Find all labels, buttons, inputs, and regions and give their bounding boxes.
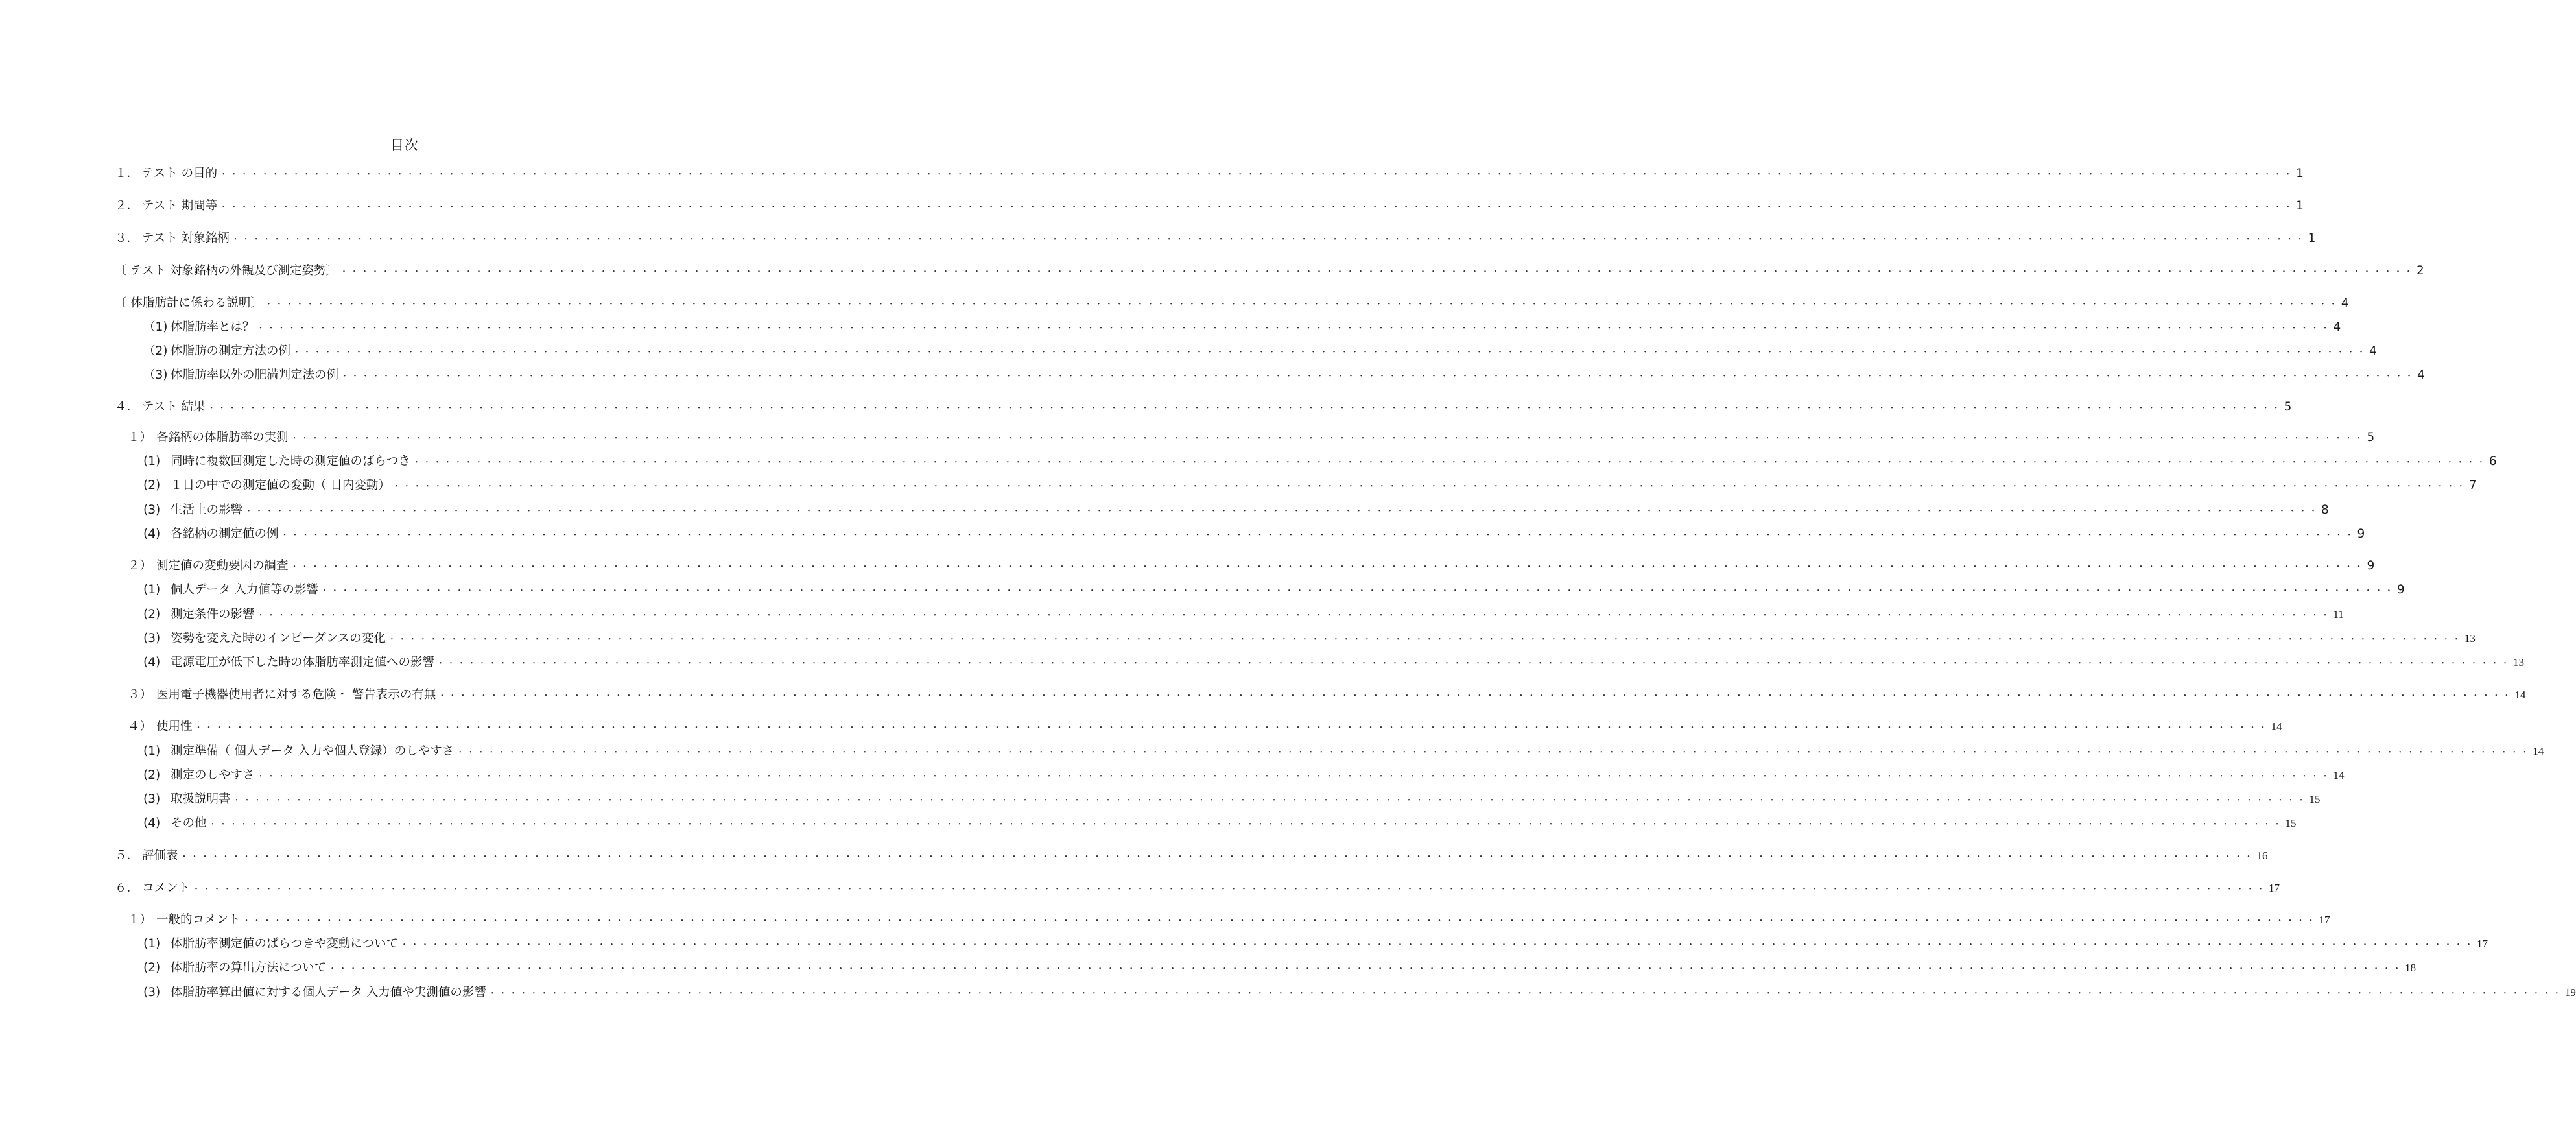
toc-entry[interactable] — [115, 879, 2280, 897]
dot-leader: ・・・・・・・・・・・・・・・・・・・・・・・・・・・・・・・・・・・・・・・・・・・・・・・・・・・・・・・・・・・・・・・・・・・・・・・・・・・・・・・・・・・・・・・・・・・・・・・・・・・・・・・・・・・・・・・・・・・・・・・・・・・・・・・・・・・・・・・・・・・・・・・・・・・・・・・・・・・・・・・・・・・・・・・・・・・・・・・・・・・・・・・・・・・・・・・・・・・・・・・・ — [488, 989, 2563, 999]
toc-entry[interactable] — [143, 654, 2525, 672]
toc-entry[interactable] — [115, 165, 2304, 183]
toc-entry-label: テスト 対象銘柄 — [142, 231, 230, 245]
toc-entry-page: 4 — [2333, 320, 2341, 334]
dot-leader: ・・・・・・・・・・・・・・・・・・・・・・・・・・・・・・・・・・・・・・・・・・・・・・・・・・・・・・・・・・・・・・・・・・・・・・・・・・・・・・・・・・・・・・・・・・・・・・・・・・・・・・・・・・・・・・・・・・・・・・・・・・・・・・・・・・・・・・・・・・・・・・・・・・・・・・・・・・・・・・・・・・・・・・・・・・・・・・・・・・・・・・・・・・・・・・・・・・・・・・・・ — [456, 748, 2531, 757]
dot-leader: ・・・・・・・・・・・・・・・・・・・・・・・・・・・・・・・・・・・・・・・・・・・・・・・・・・・・・・・・・・・・・・・・・・・・・・・・・・・・・・・・・・・・・・・・・・・・・・・・・・・・・・・・・・・・・・・・・・・・・・・・・・・・・・・・・・・・・・・・・・・・・・・・・・・・・・・・・・・・・・・・・・・・・・・・・・・・・・・・・・・・・・・・・・・・・・・・・・・・・・・・ — [387, 635, 2463, 645]
toc-entry[interactable] — [143, 935, 2488, 953]
dot-leader: ・・・・・・・・・・・・・・・・・・・・・・・・・・・・・・・・・・・・・・・・・・・・・・・・・・・・・・・・・・・・・・・・・・・・・・・・・・・・・・・・・・・・・・・・・・・・・・・・・・・・・・・・・・・・・・・・・・・・・・・・・・・・・・・・・・・・・・・・・・・・・・・・・・・・・・・・・・・・・・・・・・・・・・・・・・・・・・・・・・・・・・・・・・・・・・・・・・・・・・・・ — [232, 796, 2308, 805]
toc-entry-page: 5 — [2367, 431, 2375, 444]
toc-entry-page: 14 — [2333, 769, 2345, 781]
toc-entry[interactable] — [143, 959, 2416, 977]
toc-entry-page: 17 — [2476, 938, 2488, 950]
dot-leader: ・・・・・・・・・・・・・・・・・・・・・・・・・・・・・・・・・・・・・・・・・・・・・・・・・・・・・・・・・・・・・・・・・・・・・・・・・・・・・・・・・・・・・・・・・・・・・・・・・・・・・・・・・・・・・・・・・・・・・・・・・・・・・・・・・・・・・・・・・・・・・・・・・・・・・・・・・・・・・・・・・・・・・・・・・・・・・・・・・・・・・・・・・・・・・・・・・・・・・・・・ — [264, 300, 2339, 309]
toc-entry-label: 体脂肪率算出値に対する個人データ 入力値や実測値の影響 — [171, 986, 486, 999]
toc-entry-label: 〔 テスト 対象銘柄の外観及び測定姿勢〕 — [115, 264, 338, 278]
dot-leader: ・・・・・・・・・・・・・・・・・・・・・・・・・・・・・・・・・・・・・・・・・・・・・・・・・・・・・・・・・・・・・・・・・・・・・・・・・・・・・・・・・・・・・・・・・・・・・・・・・・・・・・・・・・・・・・・・・・・・・・・・・・・・・・・・・・・・・・・・・・・・・・・・・・・・・・・・・・・・・・・・・・・・・・・・・・・・・・・・・・・・・・・・・・・・・・・・・・・・・・・・ — [392, 482, 2467, 492]
toc-entry-page: 19 — [2564, 986, 2576, 999]
dot-leader: ・・・・・・・・・・・・・・・・・・・・・・・・・・・・・・・・・・・・・・・・・・・・・・・・・・・・・・・・・・・・・・・・・・・・・・・・・・・・・・・・・・・・・・・・・・・・・・・・・・・・・・・・・・・・・・・・・・・・・・・・・・・・・・・・・・・・・・・・・・・・・・・・・・・・・・・・・・・・・・・・・・・・・・・・・・・・・・・・・・・・・・・・・・・・・・・・・・・・・・・・ — [280, 530, 2356, 540]
toc-entry-page: 14 — [2271, 720, 2282, 733]
dot-leader: ・・・・・・・・・・・・・・・・・・・・・・・・・・・・・・・・・・・・・・・・・・・・・・・・・・・・・・・・・・・・・・・・・・・・・・・・・・・・・・・・・・・・・・・・・・・・・・・・・・・・・・・・・・・・・・・・・・・・・・・・・・・・・・・・・・・・・・・・・・・・・・・・・・・・・・・・・・・・・・・・・・・・・・・・・・・・・・・・・・・・・・・・・・・・・・・・・・・・・・・・ — [292, 348, 2368, 357]
dot-leader: ・・・・・・・・・・・・・・・・・・・・・・・・・・・・・・・・・・・・・・・・・・・・・・・・・・・・・・・・・・・・・・・・・・・・・・・・・・・・・・・・・・・・・・・・・・・・・・・・・・・・・・・・・・・・・・・・・・・・・・・・・・・・・・・・・・・・・・・・・・・・・・・・・・・・・・・・・・・・・・・・・・・・・・・・・・・・・・・・・・・・・・・・・・・・・・・・・・・・・・・・ — [290, 434, 2365, 444]
toc-entry[interactable] — [143, 477, 2477, 495]
dot-leader: ・・・・・・・・・・・・・・・・・・・・・・・・・・・・・・・・・・・・・・・・・・・・・・・・・・・・・・・・・・・・・・・・・・・・・・・・・・・・・・・・・・・・・・・・・・・・・・・・・・・・・・・・・・・・・・・・・・・・・・・・・・・・・・・・・・・・・・・・・・・・・・・・・・・・・・・・・・・・・・・・・・・・・・・・・・・・・・・・・・・・・・・・・・・・・・・・・・・・・・・・ — [412, 458, 2487, 468]
toc-entry[interactable] — [143, 453, 2497, 471]
toc-entry-number: (2) — [143, 608, 161, 621]
toc-entry[interactable] — [143, 742, 2544, 761]
toc-entry-number: (1) — [143, 583, 161, 597]
dot-leader: ・・・・・・・・・・・・・・・・・・・・・・・・・・・・・・・・・・・・・・・・・・・・・・・・・・・・・・・・・・・・・・・・・・・・・・・・・・・・・・・・・・・・・・・・・・・・・・・・・・・・・・・・・・・・・・・・・・・・・・・・・・・・・・・・・・・・・・・・・・・・・・・・・・・・・・・・・・・・・・・・・・・・・・・・・・・・・・・・・・・・・・・・・・・・・・・・・・・・・・・・ — [436, 659, 2512, 669]
dot-leader: ・・・・・・・・・・・・・・・・・・・・・・・・・・・・・・・・・・・・・・・・・・・・・・・・・・・・・・・・・・・・・・・・・・・・・・・・・・・・・・・・・・・・・・・・・・・・・・・・・・・・・・・・・・・・・・・・・・・・・・・・・・・・・・・・・・・・・・・・・・・・・・・・・・・・・・・・・・・・・・・・・・・・・・・・・・・・・・・・・・・・・・・・・・・・・・・・・・・・・・・・ — [194, 723, 2269, 733]
toc-entry[interactable] — [115, 847, 2268, 865]
toc-entry-page: 5 — [2284, 400, 2292, 414]
toc-entry-label: 測定準備（ 個人データ 入力や個人登録）のしやすさ — [171, 744, 455, 758]
toc-entry[interactable] — [128, 429, 2375, 447]
dot-leader: ・・・・・・・・・・・・・・・・・・・・・・・・・・・・・・・・・・・・・・・・・・・・・・・・・・・・・・・・・・・・・・・・・・・・・・・・・・・・・・・・・・・・・・・・・・・・・・・・・・・・・・・・・・・・・・・・・・・・・・・・・・・・・・・・・・・・・・・・・・・・・・・・・・・・・・・・・・・・・・・・・・・・・・・・・・・・・・・・・・・・・・・・・・・・・・・・・・・・・・・・ — [399, 940, 2475, 950]
toc-entry-label: 測定条件の影響 — [171, 608, 255, 621]
dot-leader: ・・・・・・・・・・・・・・・・・・・・・・・・・・・・・・・・・・・・・・・・・・・・・・・・・・・・・・・・・・・・・・・・・・・・・・・・・・・・・・・・・・・・・・・・・・・・・・・・・・・・・・・・・・・・・・・・・・・・・・・・・・・・・・・・・・・・・・・・・・・・・・・・・・・・・・・・・・・・・・・・・・・・・・・・・・・・・・・・・・・・・・・・・・・・・・・・・・・・・・・・ — [256, 324, 2332, 333]
toc-entry-label: テスト 期間等 — [142, 199, 218, 213]
toc-entry-page: 17 — [2269, 882, 2280, 894]
toc-entry-number: (1) — [143, 937, 161, 951]
toc-entry-label: 個人データ 入力値等の影響 — [171, 583, 318, 597]
toc-entry-label: 評価表 — [142, 849, 178, 862]
toc-title: － 目次－ — [371, 137, 433, 153]
toc-entry-page: 1 — [2296, 167, 2304, 180]
toc-entry-number: ５． — [115, 849, 139, 862]
toc-entry-label: 使用性 — [156, 720, 193, 733]
toc-entry-label: 体脂肪率とは？ — [171, 320, 255, 334]
toc-entry-label: 各銘柄の体脂肪率の実測 — [156, 431, 289, 444]
toc-entry-label: １日の中での測定値の変動（ 日内変動） — [171, 479, 390, 492]
toc-entry-number: (4) — [143, 816, 161, 830]
toc-entry[interactable] — [115, 262, 2424, 280]
toc-entry-label: 一般的コメント — [156, 913, 241, 927]
toc-entry-number: １） — [128, 913, 152, 927]
toc-entry[interactable] — [128, 686, 2526, 704]
toc-entry-page: 4 — [2417, 368, 2425, 382]
toc-entry-label: 測定のしやすさ — [171, 768, 255, 782]
toc-entry-page: 13 — [2464, 632, 2476, 645]
toc-entry-page: 14 — [2533, 745, 2544, 757]
toc-entry[interactable] — [115, 398, 2292, 416]
toc-entry-page: 1 — [2308, 231, 2316, 245]
toc-entry-number: (2) — [143, 768, 161, 782]
toc-entry-label: 医用電子機器使用者に対する危険・ 警告表示の有無 — [156, 688, 436, 702]
toc-entry-label: 体脂肪率以外の肥満判定法の例 — [171, 368, 339, 382]
toc-entry-number: （1) — [143, 320, 168, 334]
toc-entry[interactable] — [143, 342, 2377, 361]
toc-entry[interactable] — [115, 197, 2304, 215]
toc-entry-label: テスト 結果 — [142, 400, 206, 414]
toc-entry-number: (4) — [143, 527, 161, 541]
toc-entry-label: テスト の目的 — [142, 167, 218, 180]
toc-entry-label: 生活上の影響 — [171, 503, 243, 517]
toc-entry-number: (3) — [143, 986, 161, 999]
toc-entry-label: 各銘柄の測定値の例 — [171, 527, 279, 541]
dot-leader: ・・・・・・・・・・・・・・・・・・・・・・・・・・・・・・・・・・・・・・・・・・・・・・・・・・・・・・・・・・・・・・・・・・・・・・・・・・・・・・・・・・・・・・・・・・・・・・・・・・・・・・・・・・・・・・・・・・・・・・・・・・・・・・・・・・・・・・・・・・・・・・・・・・・・・・・・・・・・・・・・・・・・・・・・・・・・・・・・・・・・・・・・・・・・・・・・・・・・・・・・ — [290, 562, 2365, 572]
toc-entry-number: ２． — [115, 199, 139, 213]
toc-entry-number: (3) — [143, 503, 161, 517]
toc-entry-number: ３． — [115, 231, 139, 245]
toc-entry-number: (4) — [143, 656, 161, 669]
toc-entry-number: ４． — [115, 400, 139, 414]
dot-leader: ・・・・・・・・・・・・・・・・・・・・・・・・・・・・・・・・・・・・・・・・・・・・・・・・・・・・・・・・・・・・・・・・・・・・・・・・・・・・・・・・・・・・・・・・・・・・・・・・・・・・・・・・・・・・・・・・・・・・・・・・・・・・・・・・・・・・・・・・・・・・・・・・・・・・・・・・・・・・・・・・・・・・・・・・・・・・・・・・・・・・・・・・・・・・・・・・・・・・・・・・ — [219, 202, 2295, 212]
toc-entry[interactable] — [143, 814, 2297, 833]
toc-entry-page: 13 — [2513, 656, 2525, 669]
dot-leader: ・・・・・・・・・・・・・・・・・・・・・・・・・・・・・・・・・・・・・・・・・・・・・・・・・・・・・・・・・・・・・・・・・・・・・・・・・・・・・・・・・・・・・・・・・・・・・・・・・・・・・・・・・・・・・・・・・・・・・・・・・・・・・・・・・・・・・・・・・・・・・・・・・・・・・・・・・・・・・・・・・・・・・・・・・・・・・・・・・・・・・・・・・・・・・・・・・・・・・・・・ — [340, 372, 2416, 381]
toc-entry-page: 4 — [2341, 296, 2349, 310]
toc-entry-number: １． — [115, 167, 139, 180]
toc-entry-number: (2) — [143, 479, 161, 492]
toc-entry-label: 体脂肪率測定値のばらつきや変動について — [171, 937, 398, 951]
toc-entry-label: 測定値の変動要因の調査 — [156, 559, 289, 573]
dot-leader: ・・・・・・・・・・・・・・・・・・・・・・・・・・・・・・・・・・・・・・・・・・・・・・・・・・・・・・・・・・・・・・・・・・・・・・・・・・・・・・・・・・・・・・・・・・・・・・・・・・・・・・・・・・・・・・・・・・・・・・・・・・・・・・・・・・・・・・・・・・・・・・・・・・・・・・・・・・・・・・・・・・・・・・・・・・・・・・・・・・・・・・・・・・・・・・・・・・・・・・・・ — [231, 235, 2306, 244]
toc-entry-page: 2 — [2416, 264, 2424, 278]
toc-entry[interactable] — [143, 366, 2425, 385]
toc-entry-label: その他 — [171, 816, 207, 830]
toc-entry-page: 1 — [2296, 199, 2304, 213]
dot-leader: ・・・・・・・・・・・・・・・・・・・・・・・・・・・・・・・・・・・・・・・・・・・・・・・・・・・・・・・・・・・・・・・・・・・・・・・・・・・・・・・・・・・・・・・・・・・・・・・・・・・・・・・・・・・・・・・・・・・・・・・・・・・・・・・・・・・・・・・・・・・・・・・・・・・・・・・・・・・・・・・・・・・・・・・・・・・・・・・・・・・・・・・・・・・・・・・・・・・・・・・・ — [320, 586, 2395, 596]
toc-entry-number: (2) — [143, 961, 161, 975]
dot-leader: ・・・・・・・・・・・・・・・・・・・・・・・・・・・・・・・・・・・・・・・・・・・・・・・・・・・・・・・・・・・・・・・・・・・・・・・・・・・・・・・・・・・・・・・・・・・・・・・・・・・・・・・・・・・・・・・・・・・・・・・・・・・・・・・・・・・・・・・・・・・・・・・・・・・・・・・・・・・・・・・・・・・・・・・・・・・・・・・・・・・・・・・・・・・・・・・・・・・・・・・・ — [180, 852, 2255, 862]
dot-leader: ・・・・・・・・・・・・・・・・・・・・・・・・・・・・・・・・・・・・・・・・・・・・・・・・・・・・・・・・・・・・・・・・・・・・・・・・・・・・・・・・・・・・・・・・・・・・・・・・・・・・・・・・・・・・・・・・・・・・・・・・・・・・・・・・・・・・・・・・・・・・・・・・・・・・・・・・・・・・・・・・・・・・・・・・・・・・・・・・・・・・・・・・・・・・・・・・・・・・・・・・ — [219, 170, 2295, 180]
toc-entry-page: 15 — [2309, 793, 2321, 805]
toc-entry[interactable] — [128, 718, 2282, 736]
dot-leader: ・・・・・・・・・・・・・・・・・・・・・・・・・・・・・・・・・・・・・・・・・・・・・・・・・・・・・・・・・・・・・・・・・・・・・・・・・・・・・・・・・・・・・・・・・・・・・・・・・・・・・・・・・・・・・・・・・・・・・・・・・・・・・・・・・・・・・・・・・・・・・・・・・・・・・・・・・・・・・・・・・・・・・・・・・・・・・・・・・・・・・・・・・・・・・・・・・・・・・・・・ — [256, 611, 2332, 621]
toc-entry-label: 取扱説明書 — [171, 792, 231, 806]
toc-entry-number: （2) — [143, 344, 168, 358]
dot-leader: ・・・・・・・・・・・・・・・・・・・・・・・・・・・・・・・・・・・・・・・・・・・・・・・・・・・・・・・・・・・・・・・・・・・・・・・・・・・・・・・・・・・・・・・・・・・・・・・・・・・・・・・・・・・・・・・・・・・・・・・・・・・・・・・・・・・・・・・・・・・・・・・・・・・・・・・・・・・・・・・・・・・・・・・・・・・・・・・・・・・・・・・・・・・・・・・・・・・・・・・・ — [328, 964, 2404, 974]
toc-entry-label: 体脂肪の測定方法の例 — [171, 344, 291, 358]
dot-leader: ・・・・・・・・・・・・・・・・・・・・・・・・・・・・・・・・・・・・・・・・・・・・・・・・・・・・・・・・・・・・・・・・・・・・・・・・・・・・・・・・・・・・・・・・・・・・・・・・・・・・・・・・・・・・・・・・・・・・・・・・・・・・・・・・・・・・・・・・・・・・・・・・・・・・・・・・・・・・・・・・・・・・・・・・・・・・・・・・・・・・・・・・・・・・・・・・・・・・・・・・ — [438, 691, 2513, 701]
toc-entry-page: 4 — [2369, 344, 2377, 358]
toc-entry-number: ４） — [128, 720, 152, 733]
toc-entry-page: 6 — [2488, 455, 2497, 468]
toc-entry-number: ３） — [128, 688, 152, 702]
toc-entry-number: ６． — [115, 881, 139, 895]
toc-entry-page: 9 — [2396, 583, 2405, 597]
dot-leader: ・・・・・・・・・・・・・・・・・・・・・・・・・・・・・・・・・・・・・・・・・・・・・・・・・・・・・・・・・・・・・・・・・・・・・・・・・・・・・・・・・・・・・・・・・・・・・・・・・・・・・・・・・・・・・・・・・・・・・・・・・・・・・・・・・・・・・・・・・・・・・・・・・・・・・・・・・・・・・・・・・・・・・・・・・・・・・・・・・・・・・・・・・・・・・・・・・・・・・・・・ — [244, 506, 2320, 516]
toc-entry[interactable] — [143, 525, 2365, 543]
toc-entry[interactable] — [143, 984, 2576, 1002]
toc-entry-number: ２） — [128, 559, 152, 573]
dot-leader: ・・・・・・・・・・・・・・・・・・・・・・・・・・・・・・・・・・・・・・・・・・・・・・・・・・・・・・・・・・・・・・・・・・・・・・・・・・・・・・・・・・・・・・・・・・・・・・・・・・・・・・・・・・・・・・・・・・・・・・・・・・・・・・・・・・・・・・・・・・・・・・・・・・・・・・・・・・・・・・・・・・・・・・・・・・・・・・・・・・・・・・・・・・・・・・・・・・・・・・・・ — [192, 884, 2267, 894]
toc-entry[interactable] — [143, 501, 2329, 519]
toc-entry[interactable] — [128, 911, 2330, 929]
toc-entry[interactable] — [143, 606, 2344, 624]
toc-entry-page: 9 — [2367, 559, 2375, 573]
toc-entry[interactable] — [115, 294, 2349, 313]
toc-entry[interactable] — [143, 630, 2476, 648]
toc-entry-label: 電源電圧が低下した時の体脂肪率測定値への影響 — [171, 656, 435, 669]
dot-leader: ・・・・・・・・・・・・・・・・・・・・・・・・・・・・・・・・・・・・・・・・・・・・・・・・・・・・・・・・・・・・・・・・・・・・・・・・・・・・・・・・・・・・・・・・・・・・・・・・・・・・・・・・・・・・・・・・・・・・・・・・・・・・・・・・・・・・・・・・・・・・・・・・・・・・・・・・・・・・・・・・・・・・・・・・・・・・・・・・・・・・・・・・・・・・・・・・・・・・・・・・ — [207, 403, 2282, 413]
toc-entry-page: 11 — [2333, 608, 2344, 621]
toc-entry[interactable] — [143, 318, 2341, 337]
dot-leader: ・・・・・・・・・・・・・・・・・・・・・・・・・・・・・・・・・・・・・・・・・・・・・・・・・・・・・・・・・・・・・・・・・・・・・・・・・・・・・・・・・・・・・・・・・・・・・・・・・・・・・・・・・・・・・・・・・・・・・・・・・・・・・・・・・・・・・・・・・・・・・・・・・・・・・・・・・・・・・・・・・・・・・・・・・・・・・・・・・・・・・・・・・・・・・・・・・・・・・・・・ — [242, 916, 2317, 926]
toc-entry-label: 〔 体脂肪計に係わる説明〕 — [115, 296, 263, 310]
toc-entry-number: (3) — [143, 792, 161, 806]
toc-entry-label: 同時に複数回測定した時の測定値のばらつき — [171, 455, 410, 468]
toc-entry-number: (3) — [143, 632, 161, 645]
toc-entry-number: (1) — [143, 455, 161, 468]
toc-entry-page: 14 — [2514, 689, 2526, 701]
toc-entry-number: （3) — [143, 368, 168, 382]
toc-entry[interactable] — [128, 557, 2375, 575]
toc-entry-number: １） — [128, 431, 152, 444]
dot-leader: ・・・・・・・・・・・・・・・・・・・・・・・・・・・・・・・・・・・・・・・・・・・・・・・・・・・・・・・・・・・・・・・・・・・・・・・・・・・・・・・・・・・・・・・・・・・・・・・・・・・・・・・・・・・・・・・・・・・・・・・・・・・・・・・・・・・・・・・・・・・・・・・・・・・・・・・・・・・・・・・・・・・・・・・・・・・・・・・・・・・・・・・・・・・・・・・・・・・・・・・・ — [256, 772, 2332, 781]
toc-entry[interactable] — [143, 790, 2321, 809]
toc-entry-label: コメント — [142, 881, 191, 895]
toc-entry-page: 17 — [2319, 914, 2330, 926]
toc-entry-page: 18 — [2405, 962, 2416, 974]
toc-entry[interactable] — [143, 581, 2405, 599]
toc-entry-page: 15 — [2285, 817, 2297, 829]
toc-entry-number: (1) — [143, 744, 161, 758]
dot-leader: ・・・・・・・・・・・・・・・・・・・・・・・・・・・・・・・・・・・・・・・・・・・・・・・・・・・・・・・・・・・・・・・・・・・・・・・・・・・・・・・・・・・・・・・・・・・・・・・・・・・・・・・・・・・・・・・・・・・・・・・・・・・・・・・・・・・・・・・・・・・・・・・・・・・・・・・・・・・・・・・・・・・・・・・・・・・・・・・・・・・・・・・・・・・・・・・・・・・・・・・・ — [208, 820, 2284, 829]
toc-entry-label: 体脂肪率の算出方法について — [171, 961, 327, 975]
toc-entry-page: 9 — [2357, 527, 2365, 541]
dot-leader: ・・・・・・・・・・・・・・・・・・・・・・・・・・・・・・・・・・・・・・・・・・・・・・・・・・・・・・・・・・・・・・・・・・・・・・・・・・・・・・・・・・・・・・・・・・・・・・・・・・・・・・・・・・・・・・・・・・・・・・・・・・・・・・・・・・・・・・・・・・・・・・・・・・・・・・・・・・・・・・・・・・・・・・・・・・・・・・・・・・・・・・・・・・・・・・・・・・・・・・・・ — [340, 267, 2415, 277]
toc-entry[interactable] — [115, 230, 2316, 248]
toc-entry[interactable] — [143, 766, 2345, 785]
toc-entry-page: 8 — [2321, 503, 2329, 517]
toc-entry-page: 16 — [2256, 849, 2268, 862]
toc-entry-page: 7 — [2468, 479, 2477, 492]
toc-entry-label: 姿勢を変えた時のインピーダンスの変化 — [171, 632, 386, 645]
